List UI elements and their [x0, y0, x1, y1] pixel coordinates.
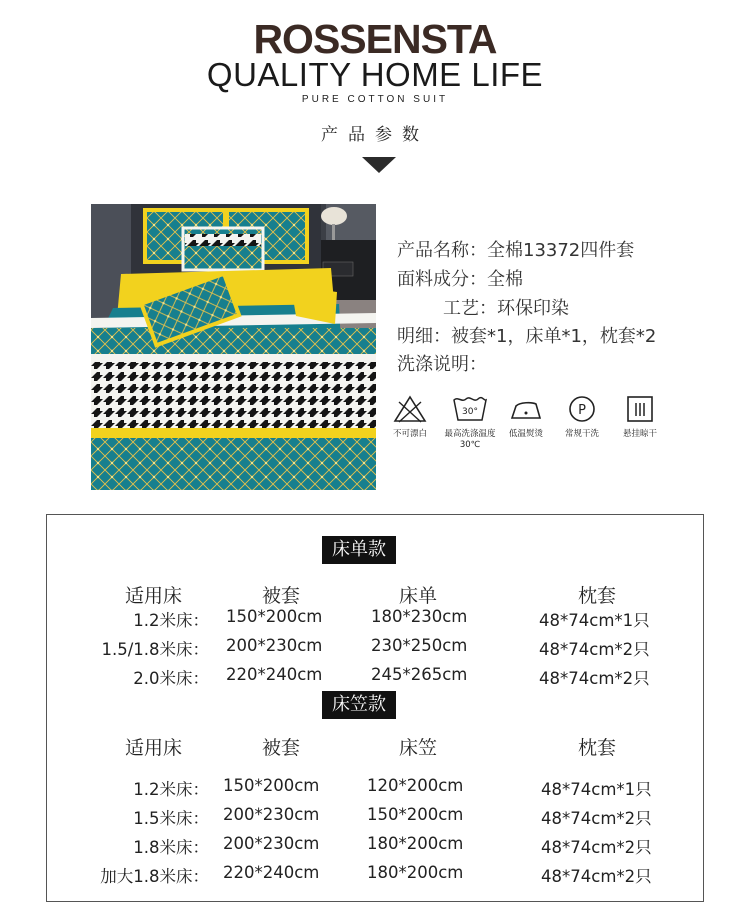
flat-pillow: 48*74cm*2只 [539, 640, 650, 659]
flat-header-duvet: 被套 [262, 585, 301, 607]
fitted-header-duvet: 被套 [262, 737, 301, 759]
fitted-header-pillow: 枕套 [578, 737, 617, 759]
fitted-bed: 1.2米床： [133, 780, 209, 799]
spec-detail [397, 322, 656, 348]
flat-header-sheet: 床单 [399, 585, 438, 607]
fitted-sheet: 150*200cm [367, 805, 464, 824]
wash-30-icon [452, 394, 488, 424]
fitted-bed: 加大1.8米床： [100, 867, 209, 886]
bedding-illustration [91, 204, 376, 490]
fitted-pillow: 48*74cm*2只 [541, 809, 652, 828]
spec-craft-value: 环保印染 [497, 298, 569, 319]
flat-pillow: 48*74cm*1只 [539, 611, 650, 630]
fitted-header-bed: 适用床 [125, 737, 183, 759]
dry-clean-letter: P [578, 403, 586, 418]
flat-sheet: 230*250cm [371, 636, 468, 655]
wash-temp: 30° [462, 407, 478, 417]
spec-craft-label: 工艺： [443, 298, 497, 319]
fitted-sheet: 180*200cm [367, 834, 464, 853]
care-label: 低温熨烫 [508, 429, 543, 439]
spec-name-label: 产品名称： [397, 240, 487, 261]
flat-bed: 1.2米床： [133, 611, 209, 630]
fitted-duvet: 200*230cm [223, 834, 320, 853]
care-item [440, 394, 500, 451]
section-title: 产品参数 [321, 125, 429, 145]
flat-duvet: 150*200cm [226, 607, 323, 626]
flat-duvet: 200*230cm [226, 636, 323, 655]
fitted-sheet: 120*200cm [367, 776, 464, 795]
no-bleach-icon [393, 394, 427, 424]
flat-sheet: 180*230cm [371, 607, 468, 626]
down-arrow-icon [362, 157, 396, 173]
care-label: 悬挂晾干 [622, 429, 657, 439]
care-instructions [390, 394, 680, 464]
brand-logo: ROSSENSTA [253, 16, 497, 62]
fitted-pillow: 48*74cm*2只 [541, 838, 652, 857]
fitted-duvet: 150*200cm [223, 776, 320, 795]
spec-fabric-label: 面料成分： [397, 269, 487, 290]
flat-sheet-title: 床单款 [322, 536, 396, 564]
spec-detail-label: 明细： [397, 326, 451, 347]
tagline: QUALITY HOME LIFE [206, 56, 544, 93]
care-label: 不可漂白 [392, 429, 427, 439]
fitted-pillow: 48*74cm*1只 [541, 780, 652, 799]
fitted-sheet: 180*200cm [367, 863, 464, 882]
flat-pillow: 48*74cm*2只 [539, 669, 650, 688]
care-item [610, 394, 670, 440]
fitted-pillow: 48*74cm*2只 [541, 867, 652, 886]
care-item [552, 394, 612, 440]
spec-detail-value: 被套*1，床单*1，枕套*2 [451, 326, 657, 347]
fitted-bed: 1.5米床： [133, 809, 209, 828]
spec-name-value: 全棉13372四件套 [487, 240, 635, 261]
spec-name [397, 236, 634, 262]
dry-clean-icon [566, 394, 598, 424]
sub-tagline: PURE COTTON SUIT [301, 94, 449, 105]
fitted-duvet: 220*240cm [223, 863, 320, 882]
spec-fabric [397, 265, 523, 291]
size-table [46, 514, 704, 902]
care-item [496, 394, 556, 440]
product-photo [91, 204, 376, 490]
flat-bed: 2.0米床： [133, 669, 209, 688]
fitted-sheet-title: 床笠款 [322, 691, 396, 719]
spec-craft [443, 294, 569, 320]
flat-header-bed: 适用床 [125, 585, 183, 607]
fitted-duvet: 200*230cm [223, 805, 320, 824]
flat-duvet: 220*240cm [226, 665, 323, 684]
care-label: 最高洗涤温度30℃ [444, 429, 496, 450]
fitted-bed: 1.8米床： [133, 838, 209, 857]
flat-header-pillow: 枕套 [578, 585, 617, 607]
care-item [380, 394, 440, 440]
hang-dry-icon [625, 394, 655, 424]
fitted-header-sheet: 床笠 [399, 737, 438, 759]
care-label: 常规干洗 [564, 429, 599, 439]
spec-fabric-value: 全棉 [487, 269, 523, 290]
spec-wash-label: 洗涤说明： [397, 354, 487, 375]
flat-sheet: 245*265cm [371, 665, 468, 684]
low-iron-icon [508, 394, 544, 424]
flat-bed: 1.5/1.8米床： [101, 640, 209, 659]
